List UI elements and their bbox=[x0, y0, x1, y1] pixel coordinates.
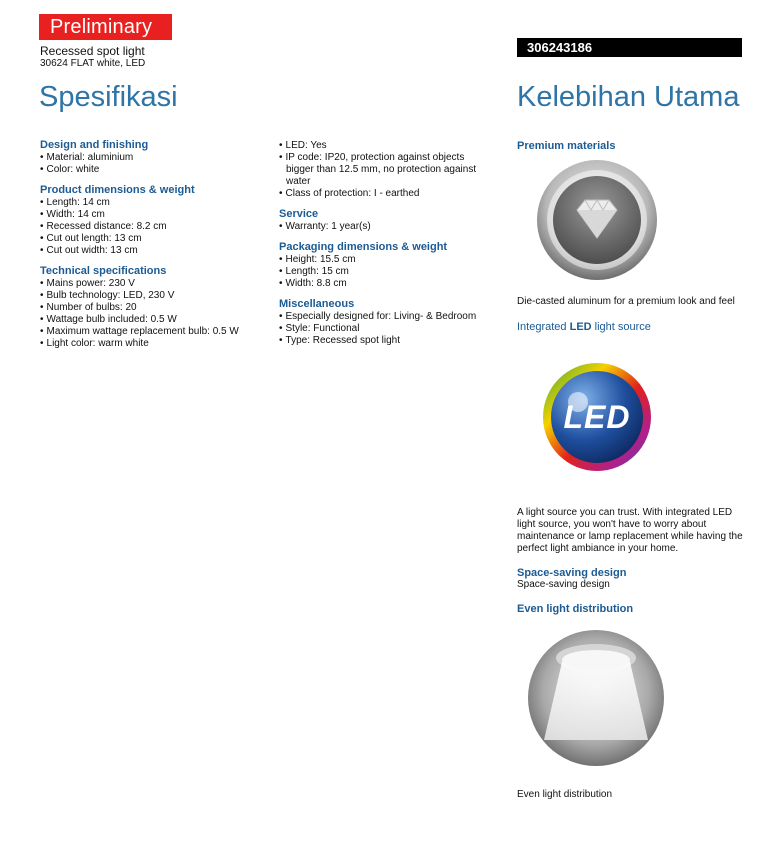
spec-item: • Light color: warm white bbox=[40, 338, 255, 350]
spec-heading: Design and finishing bbox=[40, 139, 149, 151]
led-heading-pre: Integrated bbox=[517, 321, 570, 333]
spec-list bbox=[40, 197, 255, 257]
even-text: Even light distribution bbox=[517, 789, 613, 800]
spec-item: • Cut out width: 13 cm bbox=[40, 245, 255, 257]
spec-item: • Cut out length: 13 cm bbox=[40, 233, 255, 245]
led-heading bbox=[517, 320, 651, 334]
spec-item: • Warranty: 1 year(s) bbox=[279, 221, 494, 233]
led-logo-icon bbox=[542, 362, 652, 472]
spec-item: • IP code: IP20, protection against objects bigger than 12.5 mm, no protection against water bbox=[279, 152, 494, 188]
spec-list bbox=[279, 221, 494, 233]
spec-heading: Product dimensions & weight bbox=[40, 184, 195, 196]
spec-list bbox=[279, 140, 494, 200]
spec-item: • Height: 15.5 cm bbox=[279, 254, 494, 266]
light-cone-icon bbox=[526, 628, 666, 768]
spec-heading: Service bbox=[279, 208, 319, 220]
preliminary-badge: Preliminary bbox=[39, 14, 172, 40]
led-heading-bold: LED bbox=[569, 321, 592, 333]
spec-section-continued bbox=[279, 140, 494, 200]
spec-item: • Width: 8.8 cm bbox=[279, 278, 494, 290]
premium-heading: Premium materials bbox=[517, 140, 616, 152]
product-type: Recessed spot light bbox=[40, 44, 145, 58]
premium-text: Die-casted aluminum for a premium look and feel bbox=[517, 296, 735, 307]
spec-item: • Wattage bulb included: 0.5 W bbox=[40, 314, 255, 326]
space-text: Space-saving design bbox=[517, 579, 610, 590]
led-heading-post: light source bbox=[591, 321, 651, 333]
spec-section-technical bbox=[40, 264, 255, 350]
spec-item: • Bulb technology: LED, 230 V bbox=[40, 290, 255, 302]
spec-list bbox=[279, 311, 494, 347]
spec-item: • Mains power: 230 V bbox=[40, 278, 255, 290]
spec-item: • Especially designed for: Living- & Bedroom bbox=[279, 311, 494, 323]
specs-column-2 bbox=[279, 140, 494, 354]
spec-item: • Class of protection: I - earthed bbox=[279, 188, 494, 200]
spec-item: • Type: Recessed spot light bbox=[279, 335, 494, 347]
spec-section-dimensions bbox=[40, 183, 255, 257]
space-heading: Space-saving design bbox=[517, 567, 627, 579]
led-logo-text: LED bbox=[563, 399, 631, 435]
spec-section-design bbox=[40, 138, 255, 176]
spec-section-misc bbox=[279, 297, 494, 347]
spec-list bbox=[40, 278, 255, 350]
specs-column-1 bbox=[40, 138, 255, 357]
spec-item: • Style: Functional bbox=[279, 323, 494, 335]
spec-heading: Packaging dimensions & weight bbox=[279, 241, 448, 253]
product-code: 306243186 bbox=[517, 38, 742, 57]
highlights-title: Kelebihan Utama bbox=[517, 81, 740, 113]
even-heading: Even light distribution bbox=[517, 603, 634, 615]
spec-item: • Color: white bbox=[40, 164, 255, 176]
spec-heading: Miscellaneous bbox=[279, 298, 355, 310]
spec-heading: Technical specifications bbox=[40, 265, 167, 277]
led-text: A light source you can trust. With integrated LED light source, you won't have to worry about maintenance or lamp replacement while having the perfect light ambiance in your home. bbox=[517, 507, 743, 554]
spec-section-service bbox=[279, 207, 494, 233]
spec-item: • Length: 14 cm bbox=[40, 197, 255, 209]
product-name: 30624 FLAT white, LED bbox=[40, 58, 146, 69]
spec-item: • Number of bulbs: 20 bbox=[40, 302, 255, 314]
specs-title: Spesifikasi bbox=[39, 81, 178, 113]
spec-item: • Material: aluminium bbox=[40, 152, 255, 164]
spec-item: • LED: Yes bbox=[279, 140, 494, 152]
spec-item: • Recessed distance: 8.2 cm bbox=[40, 221, 255, 233]
spec-item: • Maximum wattage replacement bulb: 0.5 W bbox=[40, 326, 255, 338]
spec-list bbox=[279, 254, 494, 290]
spec-section-packaging bbox=[279, 240, 494, 290]
spec-item: • Length: 15 cm bbox=[279, 266, 494, 278]
diamond-icon bbox=[535, 158, 659, 282]
spec-list bbox=[40, 152, 255, 176]
spec-item: • Width: 14 cm bbox=[40, 209, 255, 221]
